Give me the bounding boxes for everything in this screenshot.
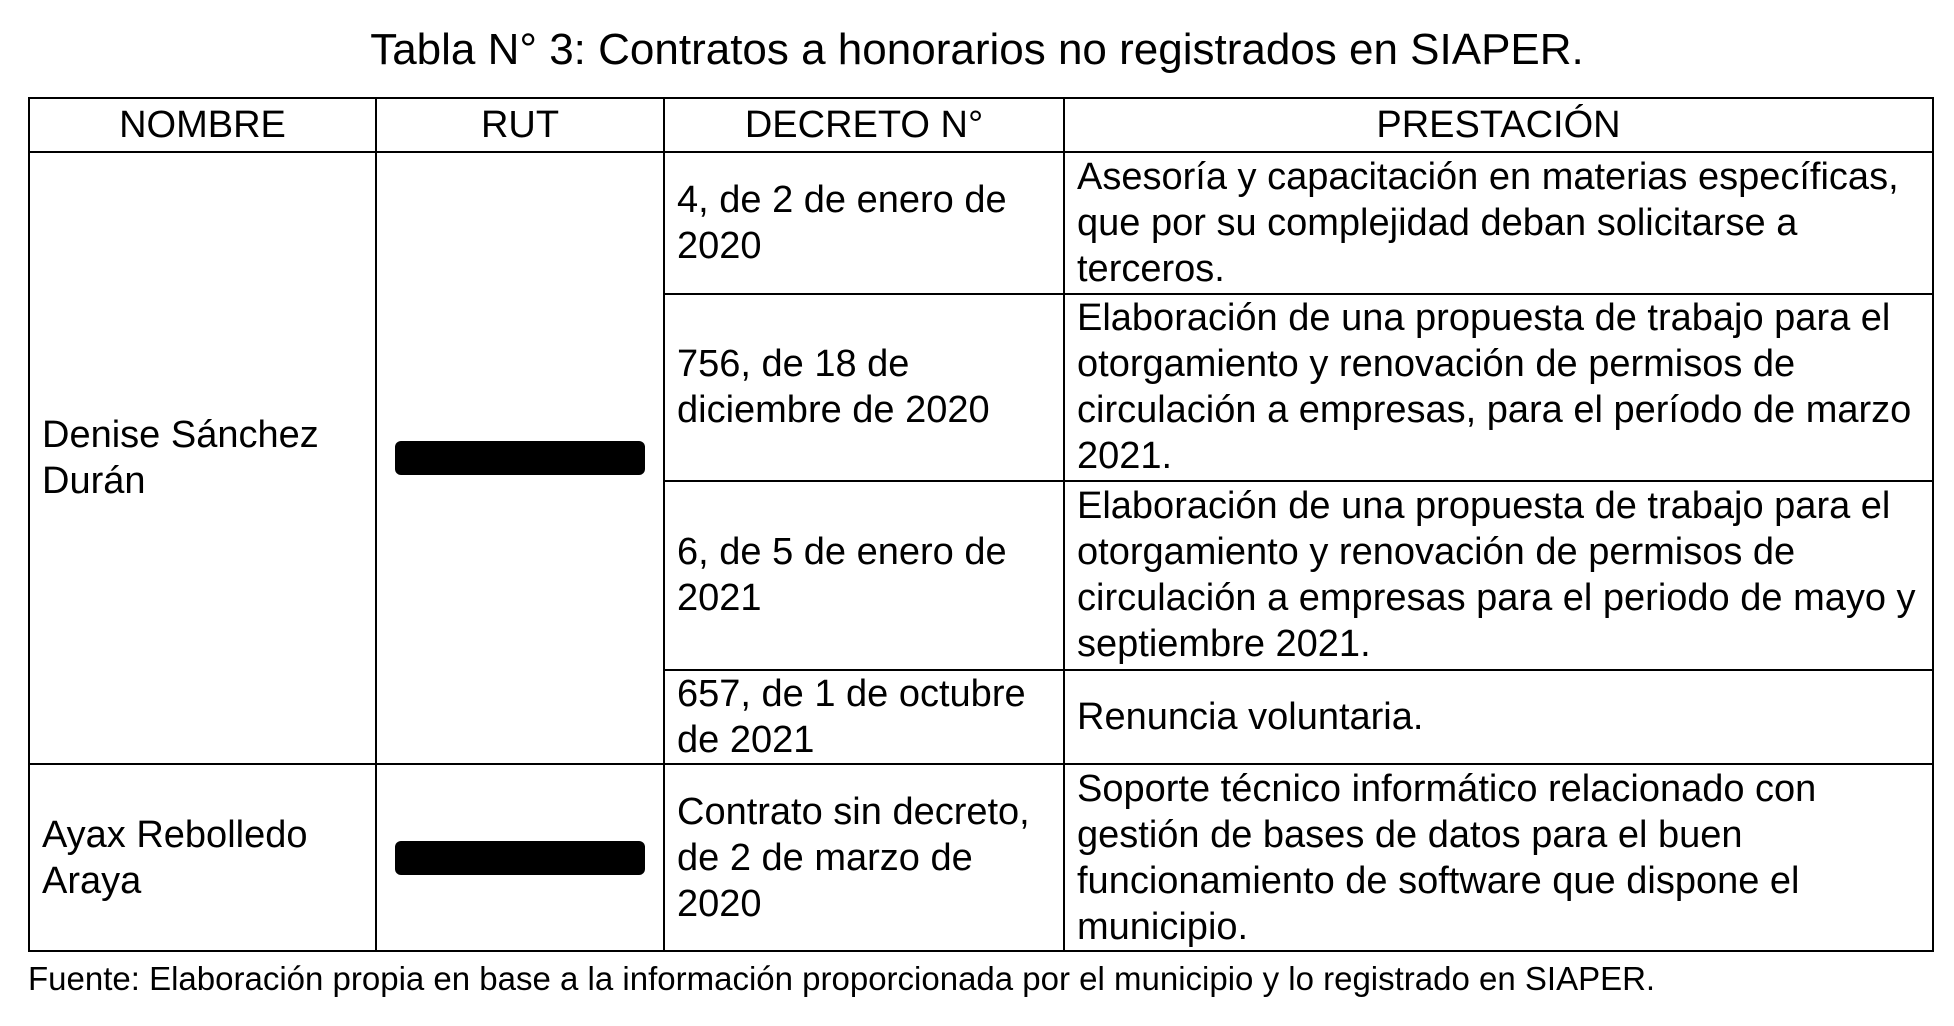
- redacted-rut-bar: [395, 441, 645, 475]
- table-title: Tabla N° 3: Contratos a honorarios no registrados en SIAPER.: [370, 25, 1584, 74]
- contracts-table: [28, 97, 1934, 952]
- table-row: [29, 764, 1933, 951]
- prestacion-cell: Renuncia voluntaria.: [1064, 670, 1933, 764]
- decreto-cell: Contrato sin decreto, de 2 de marzo de 2020: [664, 764, 1064, 951]
- prestacion-cell: Soporte técnico informático relacionado con gestión de bases de datos para el buen funcionamiento de software que dispone el municipio.: [1064, 764, 1933, 951]
- rut-cell: [376, 764, 664, 951]
- decreto-cell: 4, de 2 de enero de 2020: [664, 152, 1064, 294]
- table-header-row: [29, 98, 1933, 152]
- header-nombre: NOMBRE: [29, 98, 376, 152]
- source-note: Fuente: Elaboración propia en base a la información proporcionada por el municipio y lo registrado en SIAPER.: [28, 960, 1656, 997]
- person-name-cell: Denise Sánchez Durán: [29, 152, 376, 764]
- decreto-cell: 756, de 18 de diciembre de 2020: [664, 294, 1064, 481]
- prestacion-cell: Elaboración de una propuesta de trabajo para el otorgamiento y renovación de permisos de circulación a empresas, para el período de marzo 2021.: [1064, 294, 1933, 481]
- table-row: [29, 152, 1933, 294]
- header-rut: RUT: [376, 98, 664, 152]
- decreto-cell: 6, de 5 de enero de 2021: [664, 481, 1064, 670]
- decreto-cell: 657, de 1 de octubre de 2021: [664, 670, 1064, 764]
- prestacion-cell: Elaboración de una propuesta de trabajo para el otorgamiento y renovación de permisos de circulación a empresas para el periodo de mayo y septiembre 2021.: [1064, 481, 1933, 670]
- redacted-rut-bar: [395, 841, 645, 875]
- header-prestacion: PRESTACIÓN: [1064, 98, 1933, 152]
- header-decreto: DECRETO N°: [664, 98, 1064, 152]
- prestacion-cell: Asesoría y capacitación en materias específicas, que por su complejidad deban solicitarse a terceros.: [1064, 152, 1933, 294]
- rut-cell: [376, 152, 664, 764]
- person-name-cell: Ayax Rebolledo Araya: [29, 764, 376, 951]
